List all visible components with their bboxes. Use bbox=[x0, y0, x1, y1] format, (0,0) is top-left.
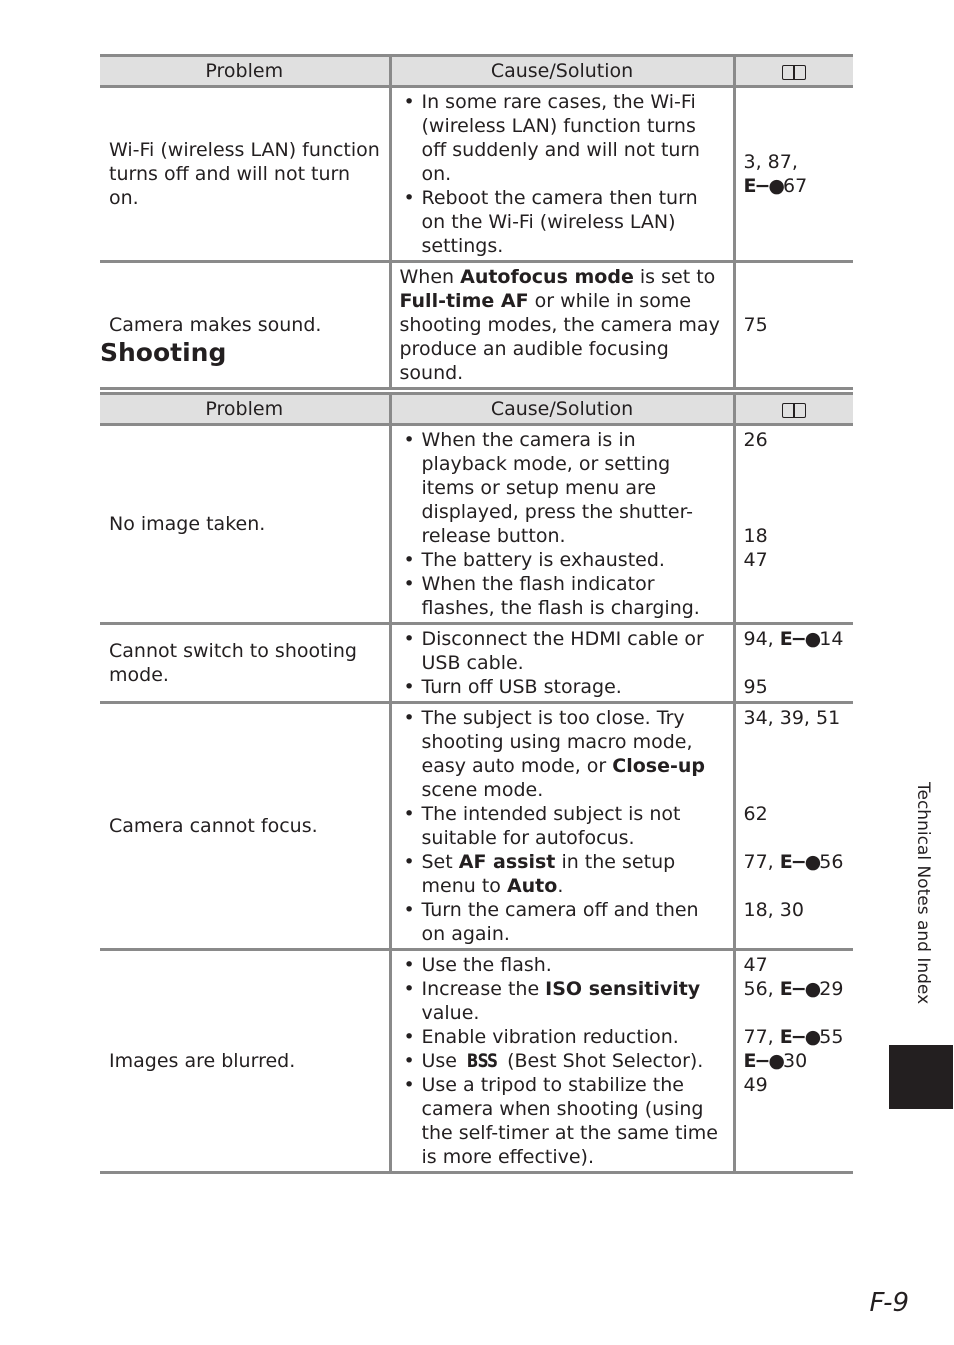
reference-page: 18, 30 bbox=[743, 899, 804, 921]
list-item: • Reboot the camera then turn on the Wi-Fi (wireless LAN) settings. bbox=[422, 186, 725, 258]
column-header-cause-solution: Cause/Solution bbox=[390, 56, 734, 87]
list-item: • Set AF assist in the setup menu to Auto. bbox=[422, 850, 725, 898]
problem-cell: Camera cannot focus. bbox=[100, 703, 390, 950]
cause-solution-cell bbox=[390, 624, 734, 703]
list-item: • Use a tripod to stabilize the camera when shooting (using the self-timer at the same time is more effective). bbox=[422, 1073, 725, 1169]
appendix-reference-icon: E−● bbox=[779, 628, 820, 650]
reference-cell bbox=[734, 950, 853, 1173]
list-item: • Disconnect the HDMI cable or USB cable. bbox=[422, 627, 725, 675]
list-item: • Use the flash. bbox=[422, 953, 725, 977]
column-header-cause-solution: Cause/Solution bbox=[390, 394, 734, 425]
reference-page: 62 bbox=[743, 803, 768, 825]
cause-solution-cell bbox=[390, 425, 734, 624]
reference-cell: 75 bbox=[734, 262, 853, 389]
appendix-reference-icon: E−● bbox=[743, 1050, 783, 1072]
cause-solution-cell bbox=[390, 87, 734, 262]
reference-page: 56, E−●29 bbox=[743, 978, 844, 1000]
reference-page: 94, E−●14 bbox=[743, 628, 844, 650]
section-title: Shooting bbox=[100, 338, 227, 367]
reference-page: 47 bbox=[743, 549, 768, 571]
list-item: • When the flash indicator flashes, the flash is charging. bbox=[422, 572, 725, 620]
table-row bbox=[100, 262, 853, 389]
column-header-problem: Problem bbox=[100, 56, 390, 87]
list-item: • The battery is exhausted. bbox=[422, 548, 725, 572]
page-number: F-9 bbox=[869, 1288, 909, 1318]
reference-page: E−●67 bbox=[743, 175, 808, 197]
reference-page: 77, E−●56 bbox=[743, 851, 844, 873]
cause-solution-cell: When Autofocus mode is set to Full-time AF or while in some shooting modes, the camera may produce an audible focusing sound. bbox=[390, 262, 734, 389]
section-side-label: Technical Notes and Index bbox=[913, 782, 933, 1005]
list-item: • Use BSS (Best Shot Selector). bbox=[422, 1049, 725, 1073]
reference-cell bbox=[734, 87, 853, 262]
reference-page: 77, E−●55 bbox=[743, 1026, 844, 1048]
table-row bbox=[100, 624, 853, 703]
table-row bbox=[100, 425, 853, 624]
reference-page: 18 bbox=[743, 525, 768, 547]
reference-page: 3, 87, bbox=[743, 151, 798, 173]
column-header-problem: Problem bbox=[100, 394, 390, 425]
cause-solution-cell bbox=[390, 703, 734, 950]
problem-cell: Images are blurred. bbox=[100, 950, 390, 1173]
list-item: • When the camera is in playback mode, or setting items or setup menu are displayed, press the shutter-release button. bbox=[422, 428, 725, 548]
bss-scene-icon: BSS bbox=[466, 1050, 498, 1072]
list-item: • Enable vibration reduction. bbox=[422, 1025, 725, 1049]
reference-page: E−●30 bbox=[743, 1050, 808, 1072]
appendix-reference-icon: E−● bbox=[743, 175, 783, 197]
appendix-reference-icon: E−● bbox=[779, 851, 820, 873]
reference-page: 26 bbox=[743, 429, 768, 451]
reference-cell bbox=[734, 425, 853, 624]
list-item: • The intended subject is not suitable for autofocus. bbox=[422, 802, 725, 850]
appendix-reference-icon: E−● bbox=[779, 978, 820, 1000]
list-item: • Turn off USB storage. bbox=[422, 675, 725, 699]
table-row bbox=[100, 87, 853, 262]
cause-solution-cell bbox=[390, 950, 734, 1173]
book-reference-icon bbox=[782, 402, 806, 418]
problem-cell: No image taken. bbox=[100, 425, 390, 624]
reference-page: 47 bbox=[743, 954, 768, 976]
table-row bbox=[100, 950, 853, 1173]
column-header-reference bbox=[734, 56, 853, 87]
troubleshooting-table-shooting bbox=[100, 392, 853, 1174]
problem-cell: Cannot switch to shooting mode. bbox=[100, 624, 390, 703]
problem-cell: Camera makes sound. bbox=[100, 262, 390, 389]
section-tab-marker bbox=[889, 1045, 953, 1109]
column-header-reference bbox=[734, 394, 853, 425]
reference-page: 49 bbox=[743, 1074, 768, 1096]
appendix-reference-icon: E−● bbox=[779, 1026, 820, 1048]
list-item: • The subject is too close. Try shooting using macro mode, easy auto mode, or Close-up scene mode. bbox=[422, 706, 725, 802]
reference-cell bbox=[734, 624, 853, 703]
reference-cell bbox=[734, 703, 853, 950]
reference-page: 95 bbox=[743, 676, 768, 698]
table-row bbox=[100, 703, 853, 950]
problem-cell: Wi-Fi (wireless LAN) function turns off and will not turn on. bbox=[100, 87, 390, 262]
list-item: • Increase the ISO sensitivity value. bbox=[422, 977, 725, 1025]
book-reference-icon bbox=[782, 64, 806, 80]
list-item: • Turn the camera off and then on again. bbox=[422, 898, 725, 946]
list-item: • In some rare cases, the Wi-Fi (wireless LAN) function turns off suddenly and will not turn on. bbox=[422, 90, 725, 186]
reference-page: 34, 39, 51 bbox=[743, 707, 841, 729]
